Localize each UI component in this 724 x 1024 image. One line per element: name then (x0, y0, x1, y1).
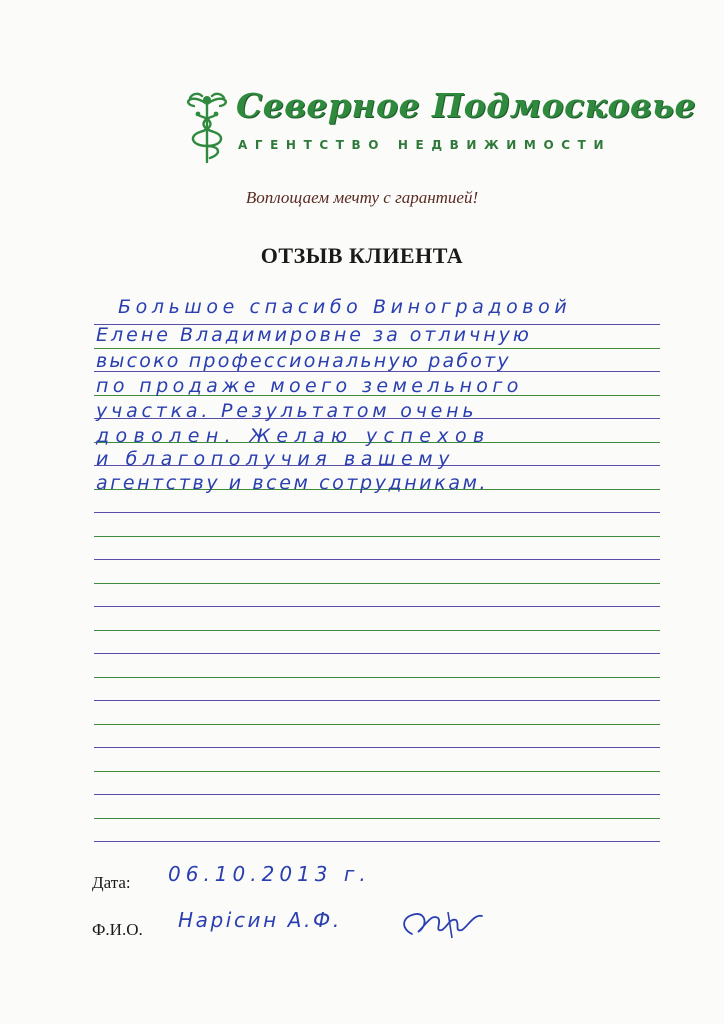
ruled-line (94, 818, 660, 819)
slogan: Воплощаем мечту с гарантией! (245, 188, 479, 207)
ruled-line (94, 559, 660, 560)
ruled-line (94, 348, 660, 349)
name-value: Нарісин А.Ф. (178, 908, 342, 932)
date-label: Дата: (92, 873, 131, 892)
ruled-line (94, 536, 660, 537)
review-line: Большое спасибо Виноградовой (118, 296, 572, 318)
page-title: ОТЗЫВ КЛИЕНТА (260, 243, 464, 268)
brand-subtitle: АГЕНТСТВО НЕДВИЖИМОСТИ (238, 138, 612, 152)
ruled-line (94, 700, 660, 701)
review-line: Елене Владимировне за отличную (96, 324, 532, 346)
ruled-line (94, 771, 660, 772)
review-line: агентству и всем сотрудникам. (96, 472, 489, 494)
ruled-line (94, 677, 660, 678)
ruled-line (94, 630, 660, 631)
review-line: участка. Результатом очень (96, 400, 478, 422)
review-line: и благополучия вашему (96, 448, 456, 470)
brand-name: Северное Подмосковье (236, 86, 696, 125)
signature (398, 908, 488, 942)
date-value: 06.10.2013 г. (168, 862, 371, 886)
review-line: доволен. Желаю успехов (96, 425, 491, 447)
ruled-line (94, 606, 660, 607)
name-label: Ф.И.О. (92, 920, 143, 939)
ruled-line (94, 724, 660, 725)
ruled-line (94, 747, 660, 748)
ruled-line (94, 794, 660, 795)
review-line: по продаже моего земельного (96, 375, 523, 397)
ruled-line (94, 512, 660, 513)
ruled-line (94, 653, 660, 654)
review-line: высоко профессиональную работу (96, 350, 511, 372)
ruled-line (94, 583, 660, 584)
ruled-line (94, 841, 660, 842)
